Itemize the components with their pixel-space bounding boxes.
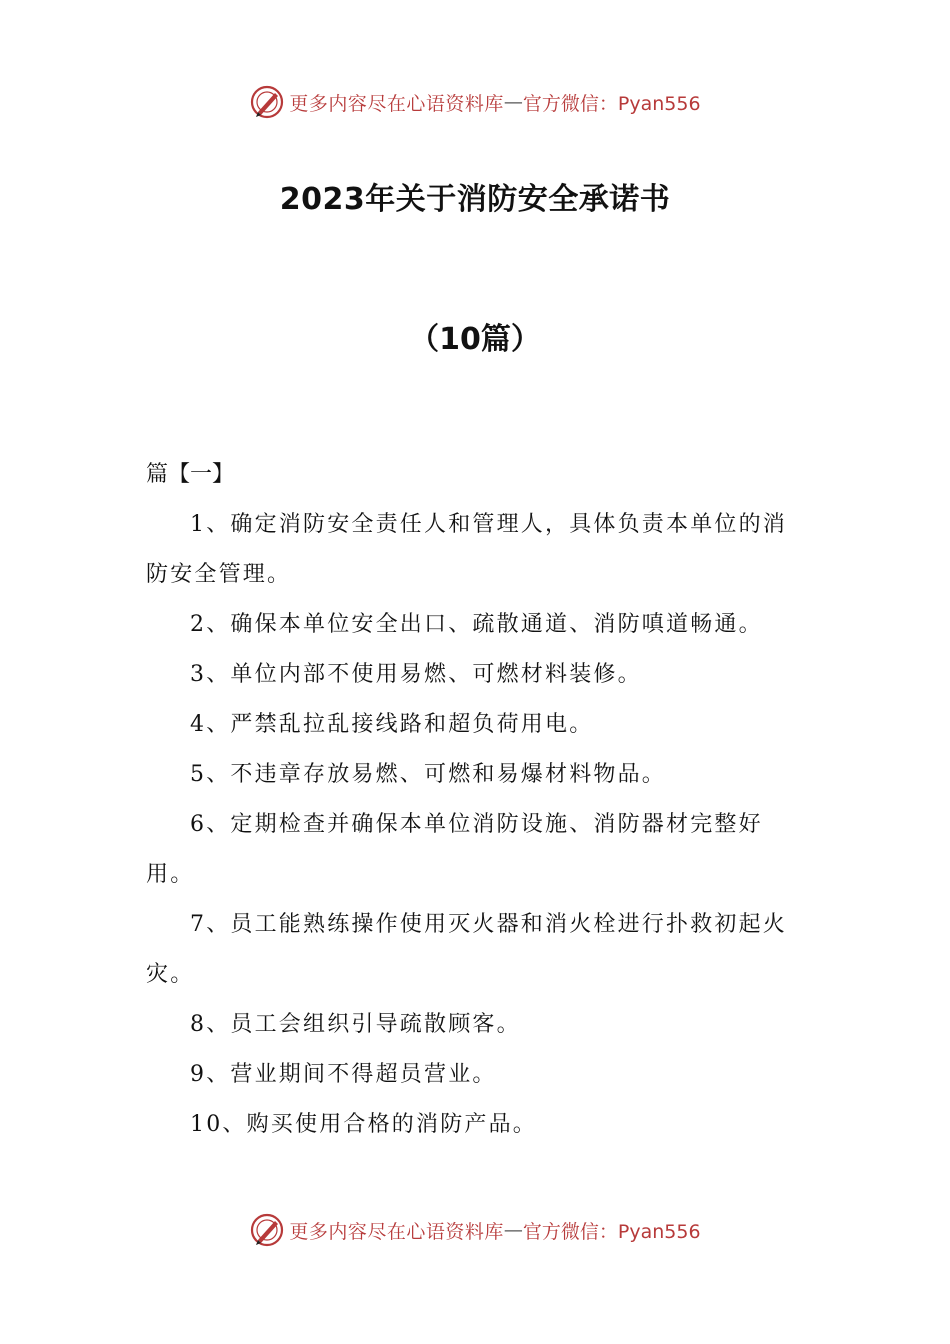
header-banner-separator: —	[503, 91, 523, 113]
footer-banner-contact: 官方微信：Pyan556	[522, 1220, 701, 1243]
header-banner-contact: 官方微信：Pyan556	[522, 92, 701, 115]
footer-watermark-banner	[0, 1210, 950, 1250]
footer-banner-separator: —	[503, 1219, 523, 1241]
list-item: 5、不违章存放易燃、可燃和易爆材料物品。	[190, 762, 666, 787]
list-item: 2、确保本单位安全出口、疏散通道、消防嗔道畅通。	[190, 612, 763, 637]
list-item: 9、营业期间不得超员营业。	[190, 1062, 497, 1087]
list-item: 7、员工能熟练操作使用灭火器和消火栓进行扑救初起火灾。	[146, 912, 787, 987]
list-item: 3、单位内部不使用易燃、可燃材料装修。	[190, 662, 642, 687]
list-item: 8、员工会组织引导疏散顾客。	[190, 1012, 521, 1037]
header-banner-text: 更多内容尽在心语资料库	[289, 92, 504, 115]
pen-logo-icon	[249, 1212, 285, 1248]
list-item: 6、定期检查并确保本单位消防设施、消防器材完整好用。	[146, 812, 763, 887]
document-subtitle: （10篇）	[409, 322, 541, 357]
document-body	[146, 450, 810, 1150]
footer-banner-text: 更多内容尽在心语资料库	[289, 1220, 504, 1243]
document-title: 2023年关于消防安全承诺书	[279, 182, 671, 217]
list-item: 10、购买使用合格的消防产品。	[190, 1112, 537, 1137]
list-item: 1、确定消防安全责任人和管理人，具体负责本单位的消防安全管理。	[146, 512, 787, 587]
header-watermark-banner	[0, 82, 950, 122]
section-heading: 篇【一】	[146, 462, 235, 487]
pen-logo-icon	[249, 84, 285, 120]
list-item: 4、严禁乱拉乱接线路和超负荷用电。	[190, 712, 594, 737]
